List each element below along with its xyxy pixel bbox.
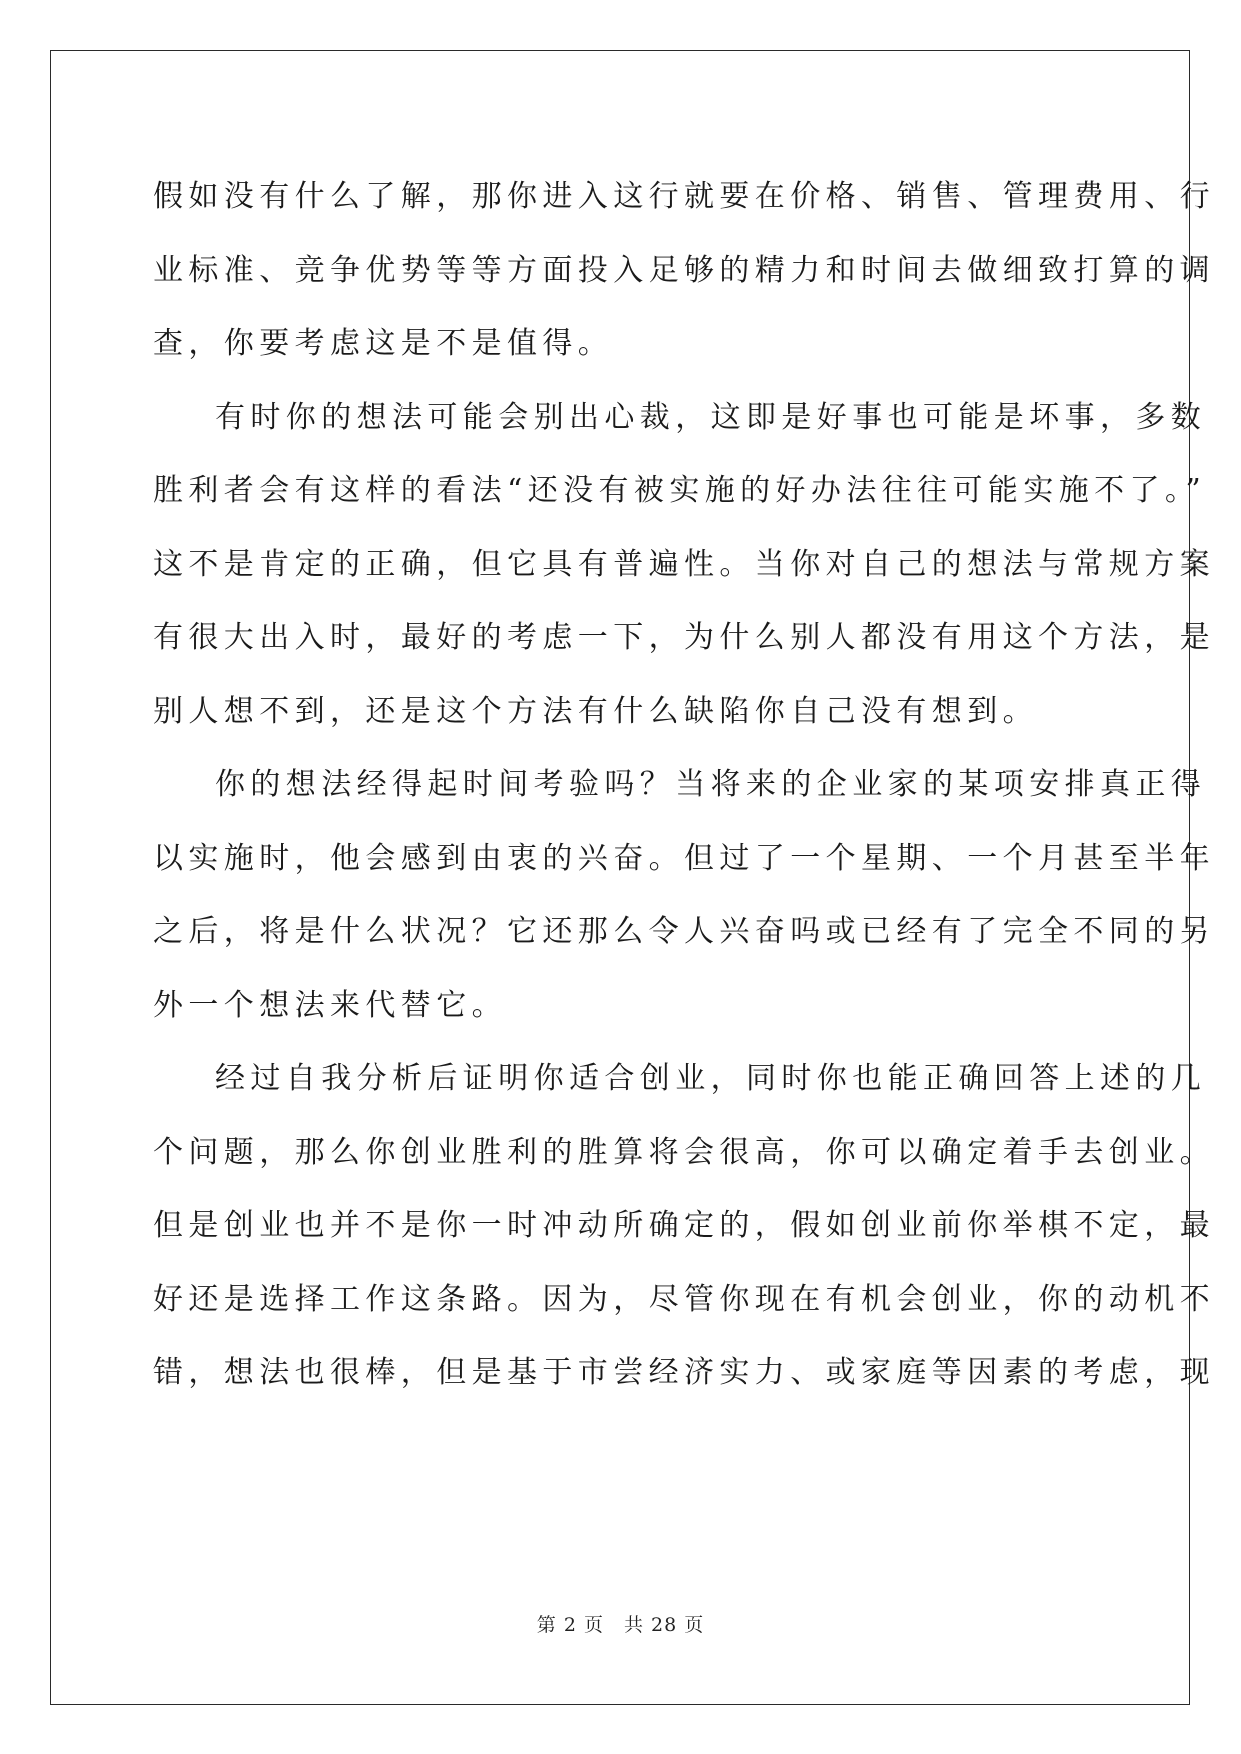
text-line: 外一个想法来代替它。 bbox=[153, 987, 507, 1023]
text-line: 假如没有什么了解，那你进入这行就要在价格、销售、管理费用、行 bbox=[153, 179, 1215, 214]
text-line: 经过自我分析后证明你适合创业，同时你也能正确回答上述的几 bbox=[215, 1061, 1207, 1096]
text-line: 业标准、竞争优势等等方面投入足够的精力和时间去做细致打算的调 bbox=[153, 252, 1215, 288]
text-line: 胜利者会有这样的看法“还没有被实施的好办法往往可能实施不了。” bbox=[153, 473, 1207, 508]
text-line: 查，你要考虑这是不是值得。 bbox=[153, 326, 614, 361]
text-line: 好还是选择工作这条路。因为，尽管你现在有机会创业，你的动机不 bbox=[153, 1281, 1215, 1317]
page-footer bbox=[0, 1610, 1241, 1637]
text-line: 有很大出入时，最好的考虑一下，为什么别人都没有用这个方法，是 bbox=[153, 620, 1215, 655]
text-line: 错，想法也很棒，但是基于市尝经济实力、或家庭等因素的考虑，现 bbox=[153, 1355, 1215, 1390]
text-line: 别人想不到，还是这个方法有什么缺陷你自己没有想到。 bbox=[153, 693, 1038, 729]
text-line: 以实施时，他会感到由衷的兴奋。但过了一个星期、一个月甚至半年 bbox=[153, 840, 1215, 876]
text-line: 有时你的想法可能会别出心裁，这即是好事也可能是坏事，多数 bbox=[215, 399, 1207, 435]
text-line: 你的想法经得起时间考验吗？当将来的企业家的某项安排真正得 bbox=[215, 767, 1207, 802]
document-body bbox=[153, 160, 1215, 1410]
text-line: 但是创业也并不是你一时冲动所确定的，假如创业前你举棋不定，最 bbox=[153, 1208, 1215, 1243]
text-line: 之后，将是什么状况？它还那么令人兴奋吗或已经有了完全不同的另 bbox=[153, 914, 1215, 949]
page-number: 第 2 页 bbox=[536, 1614, 604, 1636]
text-line: 个问题，那么你创业胜利的胜算将会很高，你可以确定着手去创业。 bbox=[153, 1134, 1215, 1170]
text-line: 这不是肯定的正确，但它具有普遍性。当你对自己的想法与常规方案 bbox=[153, 546, 1215, 582]
page-total: 共 28 页 bbox=[623, 1614, 705, 1636]
